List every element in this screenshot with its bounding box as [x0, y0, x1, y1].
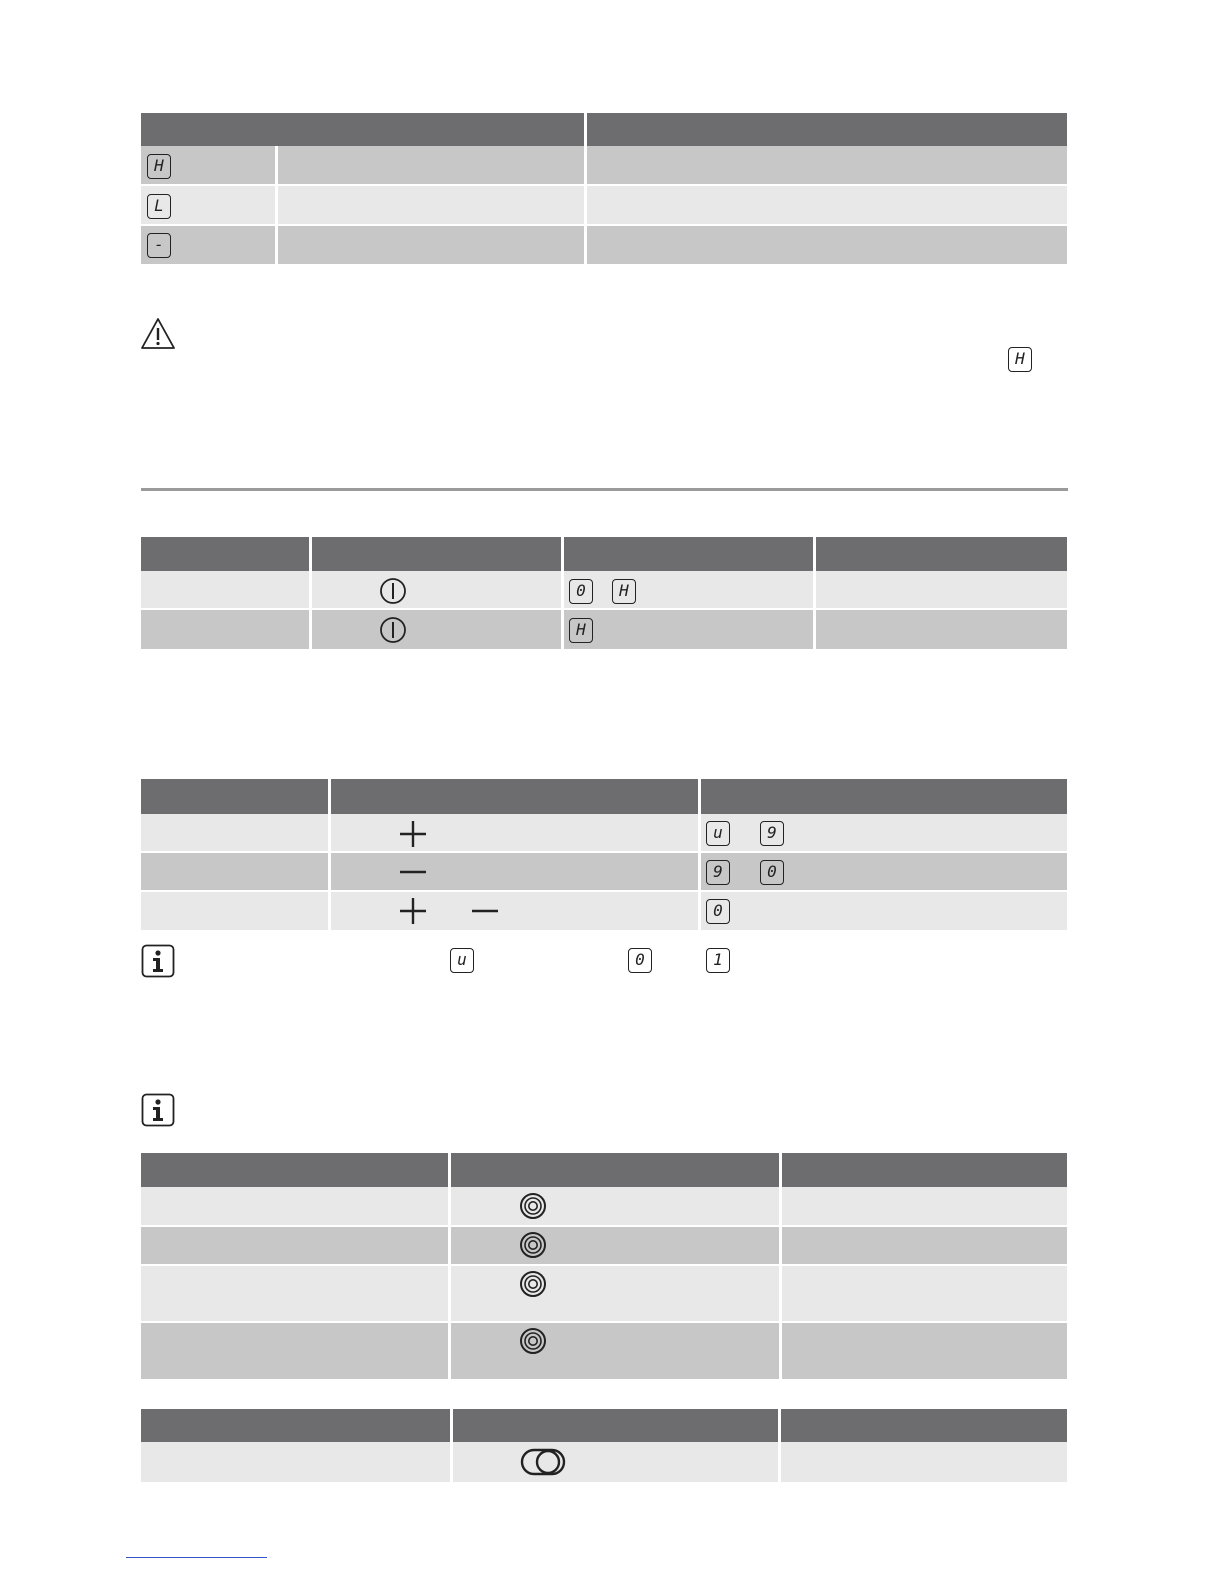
- heat-setting-table: [141, 779, 1067, 930]
- on-off-icon: [379, 616, 407, 644]
- display-symbol: 9: [760, 821, 784, 846]
- table-header: [141, 537, 1067, 571]
- display-symbol: H: [147, 154, 171, 179]
- display-symbol: u: [450, 948, 474, 973]
- minus-icon: [398, 857, 428, 887]
- plus-icon: [398, 896, 428, 926]
- display-symbol: 0: [760, 860, 784, 885]
- display-symbol: L: [147, 194, 171, 219]
- on-off-table: [141, 537, 1067, 649]
- table-row: [141, 814, 1067, 851]
- table-row: [141, 892, 1067, 930]
- display-symbol: 9: [706, 860, 730, 885]
- cooking-zone-table: [141, 1153, 1067, 1379]
- section-divider: [141, 488, 1068, 491]
- display-symbol: 1: [706, 948, 730, 973]
- table-row: [141, 146, 1067, 184]
- table-row: [141, 225, 1067, 264]
- table-row: [141, 853, 1067, 890]
- indicator-table: [141, 113, 1067, 264]
- table-header: [141, 779, 1067, 814]
- table-row: [141, 1442, 1067, 1482]
- table-row: [141, 1323, 1067, 1379]
- info-icon: [141, 1093, 175, 1127]
- on-off-icon: [379, 577, 407, 605]
- table-row: [141, 1187, 1067, 1225]
- minus-icon: [470, 896, 500, 926]
- display-symbol: u: [706, 821, 730, 846]
- cooking-zone-icon: [519, 1231, 547, 1259]
- cooking-zone-icon: [519, 1270, 547, 1298]
- table-header: [141, 1409, 1067, 1442]
- footer-link-line: [126, 1557, 267, 1558]
- dual-zone-table: [141, 1409, 1067, 1482]
- display-symbol: H: [569, 618, 593, 643]
- warning-triangle-icon: [140, 317, 176, 351]
- dual-zone-icon: [520, 1448, 566, 1476]
- table-row: [141, 610, 1067, 649]
- display-symbol: 0: [569, 579, 593, 604]
- display-symbol: 0: [706, 899, 730, 924]
- table-row: [141, 1266, 1067, 1321]
- table-header: [141, 113, 1067, 146]
- display-symbol: H: [1008, 347, 1032, 372]
- info-icon: [141, 944, 175, 978]
- display-symbol: -: [147, 233, 171, 258]
- table-row: [141, 186, 1067, 224]
- cooking-zone-icon: [519, 1192, 547, 1220]
- plus-icon: [398, 819, 428, 849]
- table-header: [141, 1153, 1067, 1187]
- cooking-zone-icon: [519, 1327, 547, 1355]
- table-row: [141, 1227, 1067, 1264]
- table-row: [141, 571, 1067, 608]
- display-symbol: H: [612, 579, 636, 604]
- display-symbol: 0: [628, 948, 652, 973]
